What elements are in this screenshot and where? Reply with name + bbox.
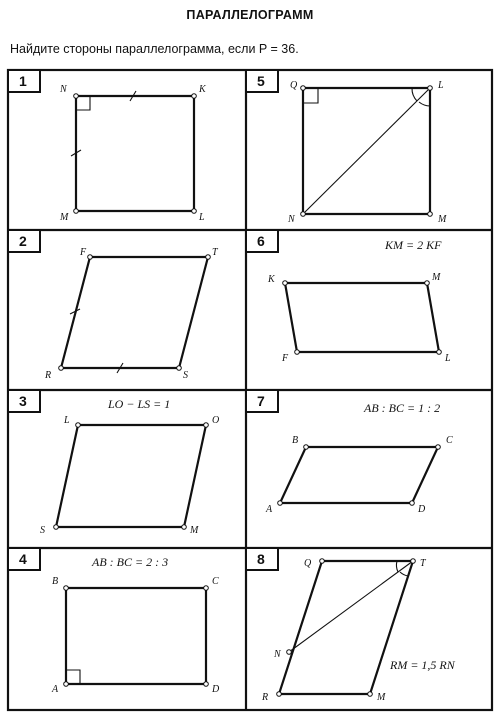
problem-number-5: 5 xyxy=(257,73,265,89)
vertex-label-5-Q: Q xyxy=(290,80,298,91)
vertex-label-3-M: M xyxy=(190,525,199,536)
figure-7-parallelogram xyxy=(280,447,438,503)
vertex-label-8-T: T xyxy=(420,558,426,569)
right-angle-mark-4 xyxy=(66,670,80,684)
vertex-label-1-M: M xyxy=(60,212,69,223)
right-angle-mark-5 xyxy=(303,88,318,103)
vertex-label-8-M: M xyxy=(377,692,386,703)
vertex-label-1-N: N xyxy=(60,84,67,95)
condition-6: KM = 2 KF xyxy=(385,238,442,252)
vertex-label-1-L: L xyxy=(199,212,205,223)
vertex-label-6-F: F xyxy=(282,353,289,364)
vertex-label-4-C: C xyxy=(212,576,219,587)
vertex-label-7-A: A xyxy=(266,504,273,515)
problem-number-7: 7 xyxy=(257,393,265,409)
vertex-label-6-L: L xyxy=(445,353,451,364)
angle-arc-8a xyxy=(396,561,398,572)
vertex-label-3-L: L xyxy=(64,415,70,426)
figure-2-parallelogram xyxy=(61,257,208,368)
angle-arc-8b xyxy=(400,572,408,576)
problem-number-3: 3 xyxy=(19,393,27,409)
vertex-label-4-A: A xyxy=(52,684,59,695)
worksheet-title: ПАРАЛЛЕЛОГРАММ xyxy=(186,8,314,22)
problem-number-8: 8 xyxy=(257,551,265,567)
condition-8: RM = 1,5 RN xyxy=(390,658,455,672)
vertex-label-8-Q: Q xyxy=(304,558,312,569)
vertex-label-8-N: N xyxy=(274,649,281,660)
figure-6-parallelogram xyxy=(285,283,439,352)
vertex-label-2-T: T xyxy=(212,247,218,258)
diagonal-5-NL xyxy=(303,88,430,214)
task-statement: Найдите стороны параллелограмма, если P = 36. xyxy=(10,42,299,56)
vertex-label-2-F: F xyxy=(80,247,87,258)
figure-4-rectangle xyxy=(66,588,206,684)
problem-number-1: 1 xyxy=(19,73,27,89)
problem-number-4: 4 xyxy=(19,551,27,567)
vertex-label-4-B: B xyxy=(52,576,59,587)
figure-1-square xyxy=(76,96,194,211)
problem-number-6: 6 xyxy=(257,233,265,249)
vertex-label-3-S: S xyxy=(40,525,45,536)
vertex-label-6-M: M xyxy=(432,272,441,283)
vertex-label-5-N: N xyxy=(288,214,295,225)
vertex-label-7-C: C xyxy=(446,435,453,446)
vertex-label-7-B: B xyxy=(292,435,299,446)
vertex-label-2-R: R xyxy=(45,370,52,381)
angle-arc-5b xyxy=(419,102,430,106)
condition-7: AB : BC = 1 : 2 xyxy=(364,401,441,415)
vertex-label-5-M: M xyxy=(438,214,447,225)
problem-number-2: 2 xyxy=(19,233,27,249)
figure-8-parallelogram xyxy=(279,561,413,694)
right-angle-mark-1 xyxy=(76,96,90,110)
condition-3: LO − LS = 1 xyxy=(108,397,171,411)
vertex-label-1-K: K xyxy=(199,84,206,95)
vertex-label-8-R: R xyxy=(262,692,269,703)
figure-3-parallelogram xyxy=(56,425,206,527)
vertex-label-6-K: K xyxy=(268,274,275,285)
vertex-label-7-D: D xyxy=(418,504,426,515)
vertex-label-4-D: D xyxy=(212,684,220,695)
angle-arc-5a xyxy=(412,88,417,101)
vertex-label-3-O: O xyxy=(212,415,220,426)
condition-4: AB : BC = 2 : 3 xyxy=(92,555,169,569)
vertex-label-5-L: L xyxy=(438,80,444,91)
vertex-label-2-S: S xyxy=(183,370,188,381)
